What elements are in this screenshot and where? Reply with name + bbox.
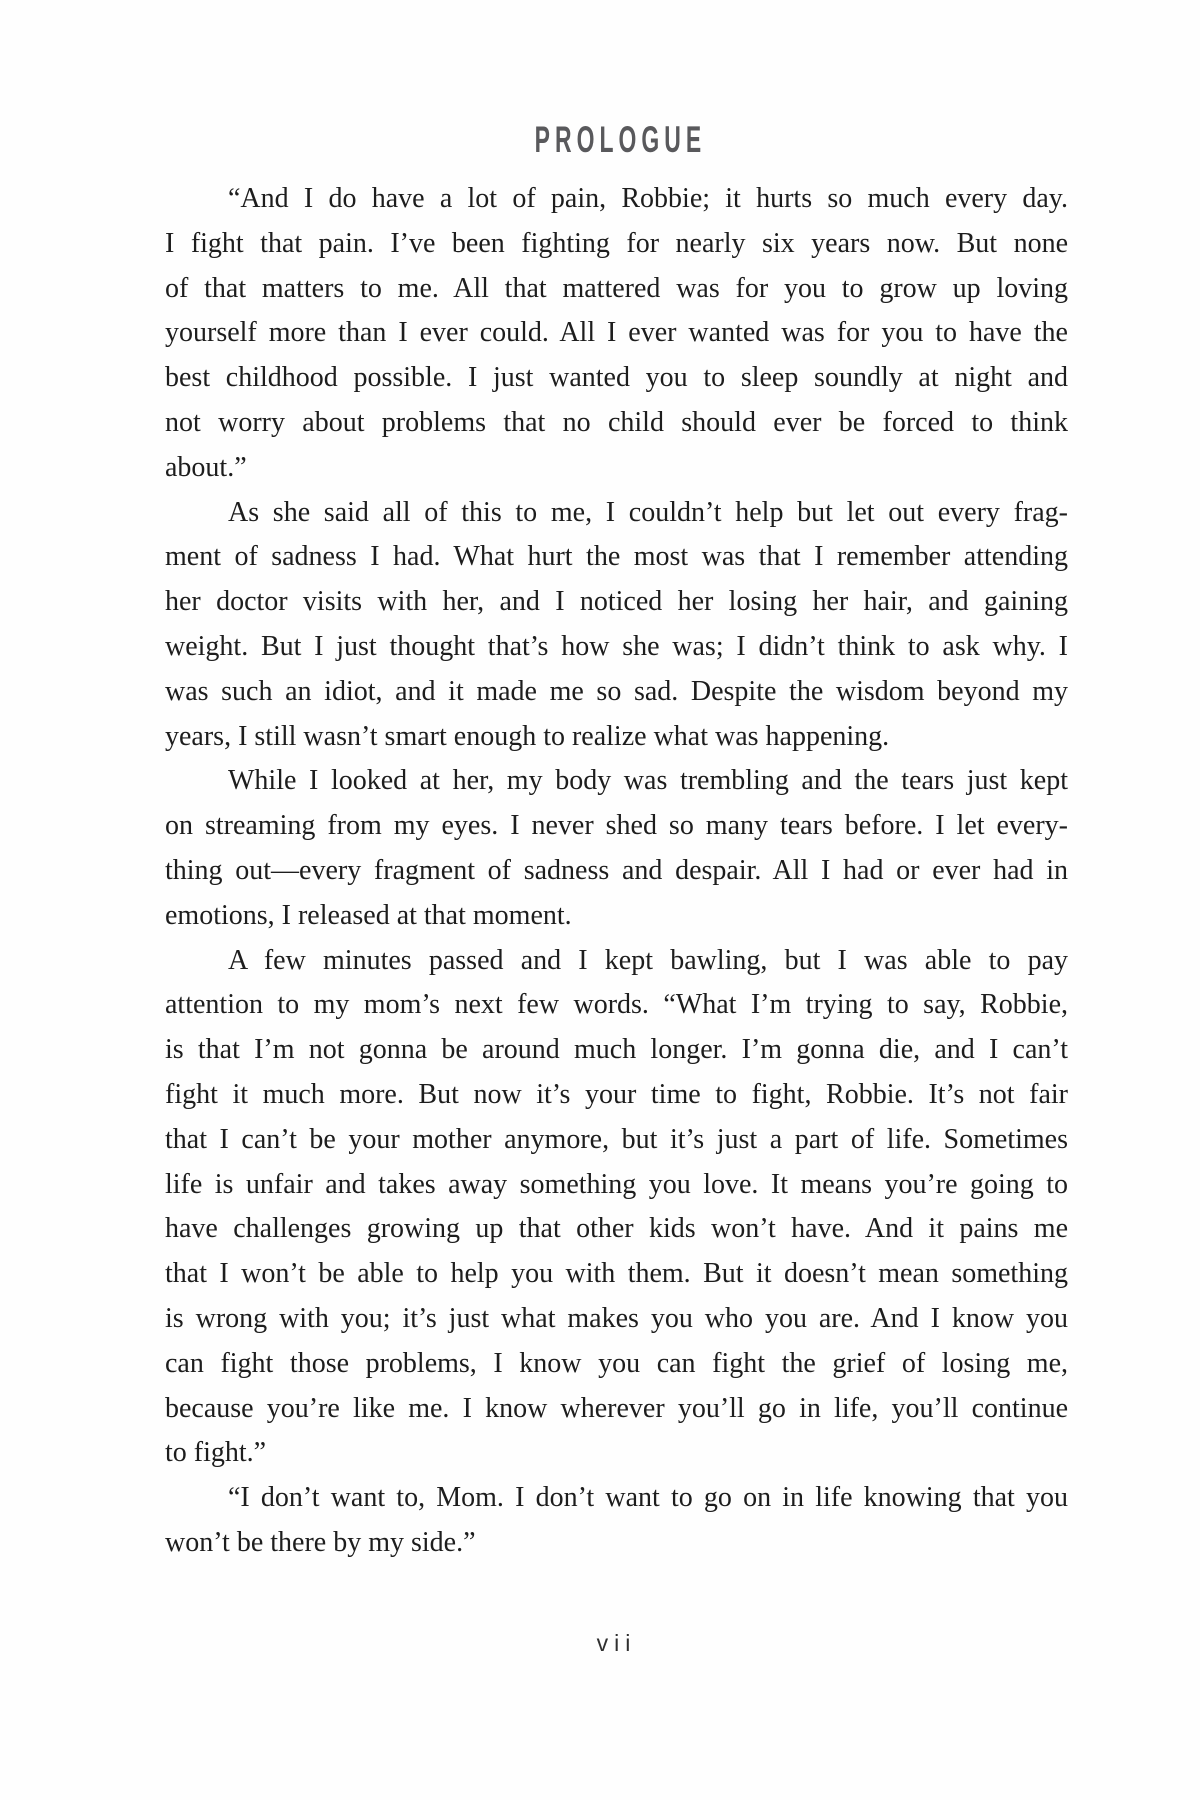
- text-line: I fight that pain. I’ve been fighting for nearly six years now. But none: [165, 227, 1068, 259]
- text-line: As she said all of this to me, I couldn’t help but let out every frag-: [228, 496, 1068, 528]
- text-line: was such an idiot, and it made me so sad. Despite the wisdom beyond my: [165, 675, 1068, 707]
- body-text: [165, 177, 1068, 1566]
- page-number: vii: [596, 1630, 637, 1656]
- text-line: yourself more than I ever could. All I ever wanted was for you to have the: [165, 317, 1068, 349]
- text-line: about.”: [165, 451, 247, 483]
- text-line: thing out—every fragment of sadness and despair. All I had or ever had in: [165, 854, 1068, 886]
- text-line: that I can’t be your mother anymore, but it’s just a part of life. Sometimes: [165, 1123, 1068, 1155]
- text-line: weight. But I just thought that’s how she was; I didn’t think to ask why. I: [165, 630, 1068, 662]
- text-line: that I won’t be able to help you with them. But it doesn’t mean something: [165, 1258, 1068, 1290]
- text-line: won’t be there by my side.”: [165, 1526, 476, 1558]
- text-line: is that I’m not gonna be around much longer. I’m gonna die, and I can’t: [165, 1034, 1068, 1066]
- text-line: years, I still wasn’t smart enough to realize what was happening.: [165, 720, 890, 752]
- chapter-heading-row: [165, 121, 1068, 158]
- text-line: “And I do have a lot of pain, Robbie; it hurts so much every day.: [228, 183, 1068, 214]
- text-line: ment of sadness I had. What hurt the most was that I remember attending: [165, 541, 1068, 573]
- text-line: “I don’t want to, Mom. I don’t want to go on in life knowing that you: [228, 1482, 1068, 1514]
- text-line: life is unfair and takes away something you love. It means you’re going to: [165, 1168, 1068, 1200]
- text-line: not worry about problems that no child should ever be forced to think: [165, 406, 1068, 438]
- paragraph: [165, 177, 1068, 491]
- paragraph: [165, 939, 1068, 1477]
- paragraph: [165, 491, 1068, 760]
- text-line: fight it much more. But now it’s your time to fight, Robbie. It’s not fair: [165, 1078, 1068, 1110]
- paragraph: [165, 1476, 1068, 1566]
- text-line: best childhood possible. I just wanted you to sleep soundly at night and: [165, 362, 1068, 394]
- text-line: A few minutes passed and I kept bawling, but I was able to pay: [228, 944, 1068, 976]
- paragraph: [165, 759, 1068, 938]
- text-line: because you’re like me. I know wherever you’ll go in life, you’ll continue: [165, 1392, 1068, 1424]
- text-line: emotions, I released at that moment.: [165, 899, 572, 931]
- text-line: is wrong with you; it’s just what makes you who you are. And I know you: [165, 1302, 1068, 1334]
- text-line: While I looked at her, my body was trembling and the tears just kept: [228, 765, 1068, 797]
- page-title: PROLOGUE: [534, 119, 707, 160]
- text-line: attention to my mom’s next few words. “What I’m trying to say, Robbie,: [165, 989, 1068, 1021]
- text-line: her doctor visits with her, and I noticed her losing her hair, and gaining: [165, 586, 1068, 618]
- text-line: can fight those problems, I know you can fight the grief of losing me,: [165, 1347, 1068, 1379]
- text-line: to fight.”: [165, 1437, 267, 1469]
- text-line: have challenges growing up that other kids won’t have. And it pains me: [165, 1213, 1068, 1245]
- text-line: on streaming from my eyes. I never shed so many tears before. I let every-: [165, 810, 1068, 842]
- text-line: of that matters to me. All that mattered was for you to grow up loving: [165, 272, 1068, 304]
